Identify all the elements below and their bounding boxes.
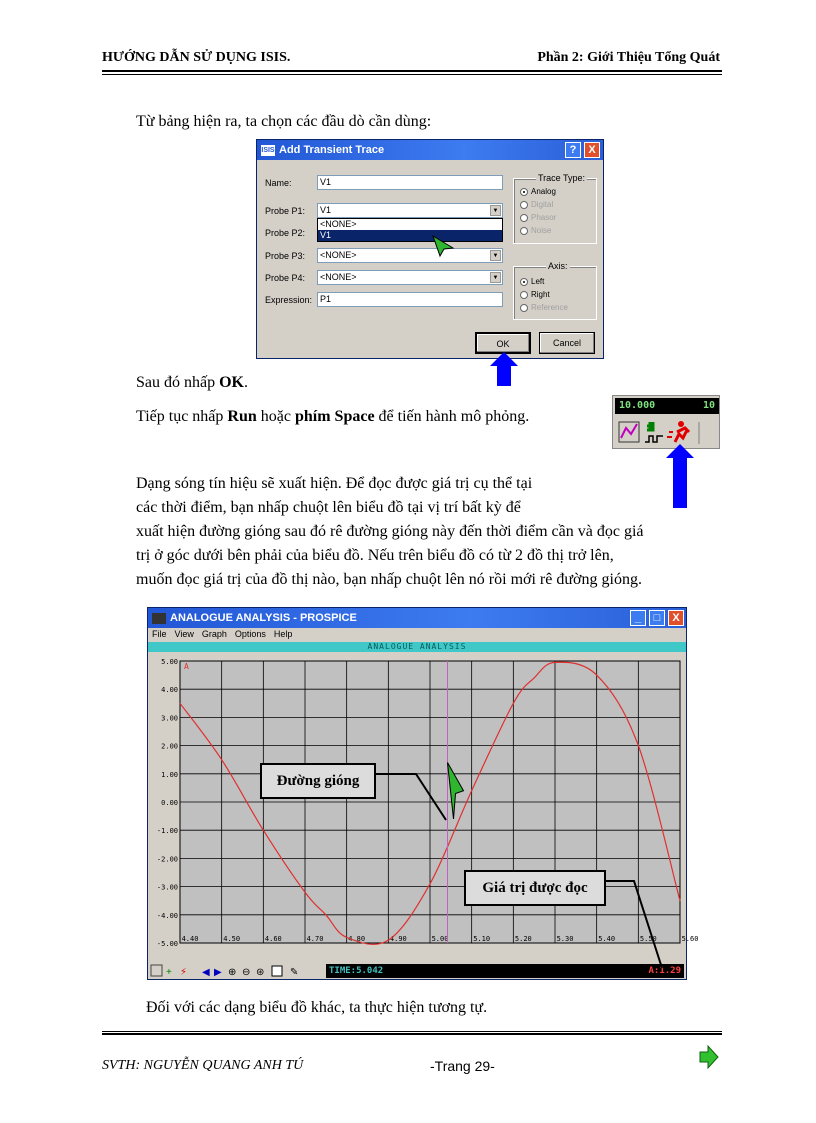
x-tick-label: 5.30 [556,935,574,943]
x-tick-label: 5.10 [473,935,491,943]
x-tick-label: 4.60 [264,935,282,943]
trace-type-title: Trace Type: [538,173,586,183]
after-ok-text: Sau đó nhấp OK. [136,374,248,391]
name-input[interactable]: V1 [317,175,503,190]
radio-digital[interactable]: Digital [520,198,553,211]
footer-left: SVTH: NGUYỄN QUANG ANH TÚ [102,1058,304,1073]
y-tick-label: 2.00 [161,742,178,751]
analogue-analysis-window [147,607,699,980]
graph-icon [619,422,639,442]
para-line-1: Dạng sóng tín hiệu sẽ xuất hiện. Để đọc được giá trị cụ thể tại [136,475,533,492]
x-tick-label: 5.50 [639,935,657,943]
probe-p2-label: Probe P2: [265,228,306,238]
y-tick-label: -2.00 [156,855,178,864]
probe-p4-value: <NONE> [320,272,357,282]
callout-leaders [148,608,686,980]
probe-p3-label: Probe P3: [265,251,306,261]
menu-file[interactable]: File [152,629,167,639]
header-left: HƯỚNG DẪN SỬ DỤNG ISIS. [102,50,291,65]
x-tick-label: 5.20 [514,935,532,943]
y-tick-label: 1.00 [161,770,178,779]
arrow-up-icon [666,444,694,508]
probe-p1-select[interactable] [317,203,503,218]
chevron-down-icon[interactable]: ▼ [490,250,501,261]
expression-label: Expression: [265,295,313,305]
y-tick-label: 3.00 [161,714,178,723]
x-tick-label: 4.80 [348,935,366,943]
run-icon: ⚡ [180,967,188,978]
help-button[interactable]: ? [565,142,581,158]
callout-cursor: Đường gióng [260,763,376,799]
value-readout: A:1.29 [648,966,681,976]
toolbar-lcd: 10.000 10 [615,398,719,414]
mouse-cursor-icon [431,234,455,258]
graph-title: ANALOGUE ANALYSIS [148,642,686,652]
chevron-down-icon[interactable]: ▼ [490,205,501,216]
probe-p3-select[interactable] [317,248,503,263]
para-line-3: xuất hiện đường gióng sau đó rê đường gióng này đến thời điểm cần và đọc giá [136,523,644,540]
dialog-titlebar [257,140,603,160]
zoom-out-icon: ⊖ [242,967,251,978]
para-line-2: các thời điểm, bạn nhấp chuột lên biểu đồ tại vị trí bất kỳ để [136,499,521,516]
closing-text: Đối với các dạng biểu đồ khác, ta thực hiện tương tự. [146,999,488,1016]
close-button[interactable]: X [668,610,684,626]
zoom-in-icon: ⊕ [228,967,237,978]
zoom-all-icon: ⊛ [256,967,265,978]
menu-graph[interactable]: Graph [201,629,227,639]
y-tick-label: 4.00 [161,686,178,695]
run-toolbar-snippet [612,395,720,449]
add-transient-trace-dialog [256,139,604,359]
dropdown-option-none[interactable]: <NONE> [318,219,502,230]
cancel-button[interactable]: Cancel [539,332,595,354]
axis-group [513,261,597,320]
x-tick-label: 5.40 [598,935,616,943]
header-right: Phần 2: Giới Thiệu Tổng Quát [537,50,720,65]
expression-input[interactable]: P1 [317,292,503,307]
radio-right[interactable]: Right [520,288,550,301]
y-tick-label: 5.00 [161,658,178,666]
name-label: Name: [265,178,292,188]
radio-analog[interactable]: Analog [520,185,556,198]
menu-view[interactable]: View [174,629,194,639]
x-tick-label: 5.60 [681,935,699,943]
next-arrow-icon[interactable] [698,1045,720,1069]
axis-title: Axis: [548,261,568,271]
chevron-down-icon[interactable]: ▼ [490,272,501,283]
step-icon [645,422,663,442]
probe-p1-value: V1 [320,205,332,215]
footer-rule [102,1031,722,1035]
probe-p4-label: Probe P4: [265,273,306,283]
header-rule [102,70,722,75]
para-line-5: muốn đọc giá trị của đồ thị nào, bạn nhấp chuột lên nó rồi mới rê đường gióng. [136,571,642,588]
menu-help[interactable]: Help [273,629,293,639]
x-tick-label: 4.70 [306,935,324,943]
arrow-right-icon: ▶ [214,967,222,978]
maximize-button[interactable]: □ [649,610,665,626]
series-label: A [184,662,189,671]
radio-phasor[interactable]: Phasor [520,211,556,224]
radio-left[interactable]: Left [520,275,544,288]
x-tick-label: 4.90 [389,935,407,943]
probe-p4-select[interactable] [317,270,503,285]
ok-button[interactable]: OK [475,332,531,354]
radio-reference[interactable]: Reference [520,301,568,314]
radio-noise[interactable]: Noise [520,224,551,237]
y-tick-label: -3.00 [156,883,178,892]
y-tick-label: -1.00 [156,827,178,836]
run-text: Tiếp tục nhấp Run hoặc phím Space để tiến hành mô phỏng. [136,408,530,425]
probe-p3-value: <NONE> [320,250,357,260]
run-icon [667,421,689,442]
time-readout: TIME:5.042 [329,966,384,976]
pen-icon: ✎ [290,967,299,978]
probe-p1-dropdown [317,218,503,242]
y-tick-label: -5.00 [156,940,178,948]
menu-options[interactable]: Options [234,629,266,639]
probe-p1-label: Probe P1: [265,206,306,216]
footer-page: -Trang 29- [430,1058,495,1074]
dropdown-option-v1[interactable]: V1 [318,230,502,241]
x-tick-label: 4.40 [181,935,199,943]
y-tick-label: 0.00 [161,799,178,807]
x-tick-label: 4.50 [223,935,241,943]
x-tick-label: 5.00 [431,935,449,943]
para-line-4: trị ở góc dưới bên phải của biểu đồ. Nếu trên biểu đồ có từ 2 đồ thị trở lên, [136,547,614,564]
callout-value: Giá trị được đọc [464,870,606,906]
toolbar-icons [617,418,717,446]
close-button[interactable]: X [584,142,600,158]
arrow-up-icon [490,352,518,386]
y-tick-label: -4.00 [156,911,178,920]
trace-type-group [513,173,597,244]
arrow-left-icon: ◀ [202,967,210,978]
dialog-title: Add Transient Trace [279,144,385,156]
minimize-button[interactable]: _ [630,610,646,626]
analog-title: ANALOGUE ANALYSIS - PROSPICE [170,612,357,624]
intro-text: Từ bảng hiện ra, ta chọn các đầu dò cần dùng: [136,113,432,130]
isis-icon: ISIS [261,146,275,154]
step-icon: + [166,967,172,978]
